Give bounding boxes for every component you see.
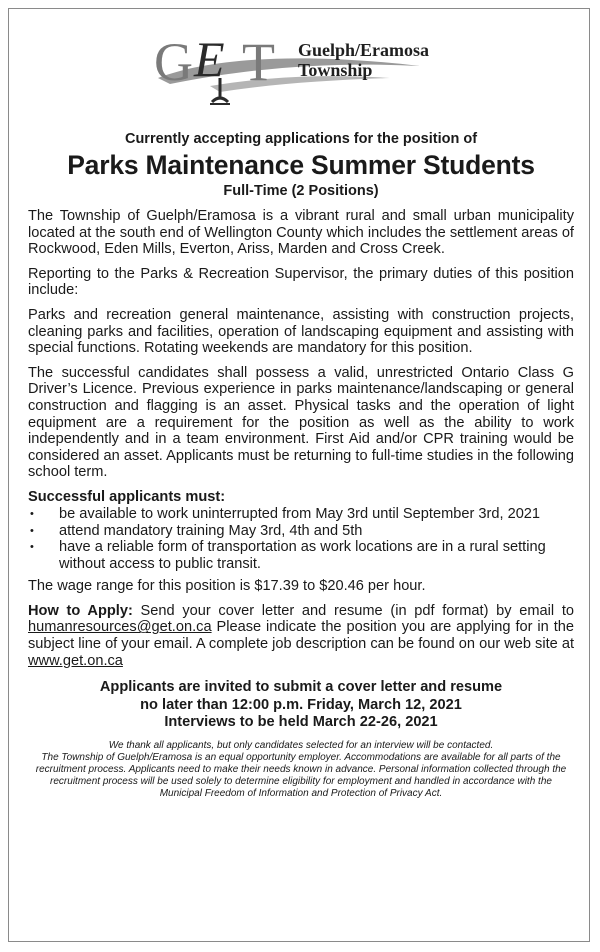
- requirement-item: [28, 539, 574, 572]
- township-description: The Township of Guelph/Eramosa is a vibrant rural and small urban municipality located at the south end of Wellington County which includes the settlement areas of Rockwood, Eden Mills, Everton, Ariss, Marden and Cross Creek.: [28, 208, 574, 258]
- equal-opportunity-notice: The Township of Guelph/Eramosa is an equal opportunity employer. Accommodations are available for all parts of the recruitment process. Applicants need to make their needs known in advance. Personal information collected through the recruitment process will be used solely to determine eligibility for employment and handled in accordance with the Municipal Freedom of Information and Protection of Privacy Act.: [35, 752, 567, 800]
- posting-intro: Currently accepting applications for the position of: [124, 131, 478, 147]
- posting-title: Parks Maintenance Summer Students: [67, 150, 535, 180]
- svg-text:G: G: [154, 32, 193, 92]
- primary-duties: Parks and recreation general maintenance, assisting with construction projects, cleaning parks and facilities, operation of landscaping equipment and assisting with special functions. Rotating weekends are mandatory for this position.: [28, 306, 574, 357]
- deadline-line2: no later than 12:00 p.m. Friday, March 12, 2021: [140, 696, 462, 713]
- reporting-structure: Reporting to the Parks & Recreation Supervisor, the primary duties of this position include:: [28, 265, 574, 299]
- svg-text:E: E: [194, 31, 225, 87]
- svg-text:T: T: [242, 32, 275, 92]
- qualifications: The successful candidates shall possess a valid, unrestricted Ontario Class G Driver’s Licence. Previous experience in parks maintenance/landscaping or general construction and flagging is an asset. Physical tasks and the operation of light equipment are a requirement for the position as well as the ability to work independently and in a team environment. First Aid and/or CPR training would be considered an asset. Applicants must be returning to full-time studies in the following school term.: [28, 364, 574, 481]
- requirement-text: attend mandatory training May 3rd, 4th and 5th: [59, 522, 363, 539]
- bullet-icon: •: [30, 524, 34, 537]
- deadline-line1: Applicants are invited to submit a cover letter and resume: [99, 679, 503, 696]
- apply-text-2: Please indicate the position you are applying for in the subject line of your email. A complete job description can be found on our web site at: [28, 619, 574, 653]
- organization-name-line1: Guelph/Eramosa: [298, 40, 430, 60]
- deadline-block: [28, 679, 574, 732]
- how-to-apply: [28, 603, 574, 669]
- requirement-text: be available to work uninterrupted from May 3rd until September 3rd, 2021: [59, 505, 541, 522]
- apply-text-1: Send your cover letter and resume (in pdf format) by email to: [132, 602, 575, 619]
- thank-you-note: We thank all applicants, but only candidates selected for an interview will be contacted.: [108, 740, 494, 752]
- requirement-item: [28, 523, 574, 540]
- job-posting: [28, 130, 574, 800]
- email-link[interactable]: humanresources@get.on.ca: [28, 619, 212, 636]
- website-link[interactable]: www.get.on.ca: [28, 652, 123, 669]
- wage-range: The wage range for this position is $17.39 to $20.46 per hour.: [28, 578, 426, 595]
- organization-name: [298, 40, 429, 80]
- organization-name-line2: Township: [298, 60, 373, 80]
- requirement-text: have a reliable form of transportation as work locations are in a rural setting without access to public transit.: [59, 539, 546, 572]
- bullet-icon: •: [30, 541, 34, 554]
- requirements-heading: Successful applicants must:: [28, 488, 226, 505]
- requirements-list: [28, 506, 574, 572]
- bullet-icon: •: [30, 507, 34, 520]
- posting-subtitle: Full-Time (2 Positions): [223, 183, 379, 199]
- how-to-apply-label: How to Apply:: [28, 602, 133, 619]
- requirement-item: [28, 506, 574, 523]
- interview-dates: Interviews to be held March 22-26, 2021: [164, 714, 438, 731]
